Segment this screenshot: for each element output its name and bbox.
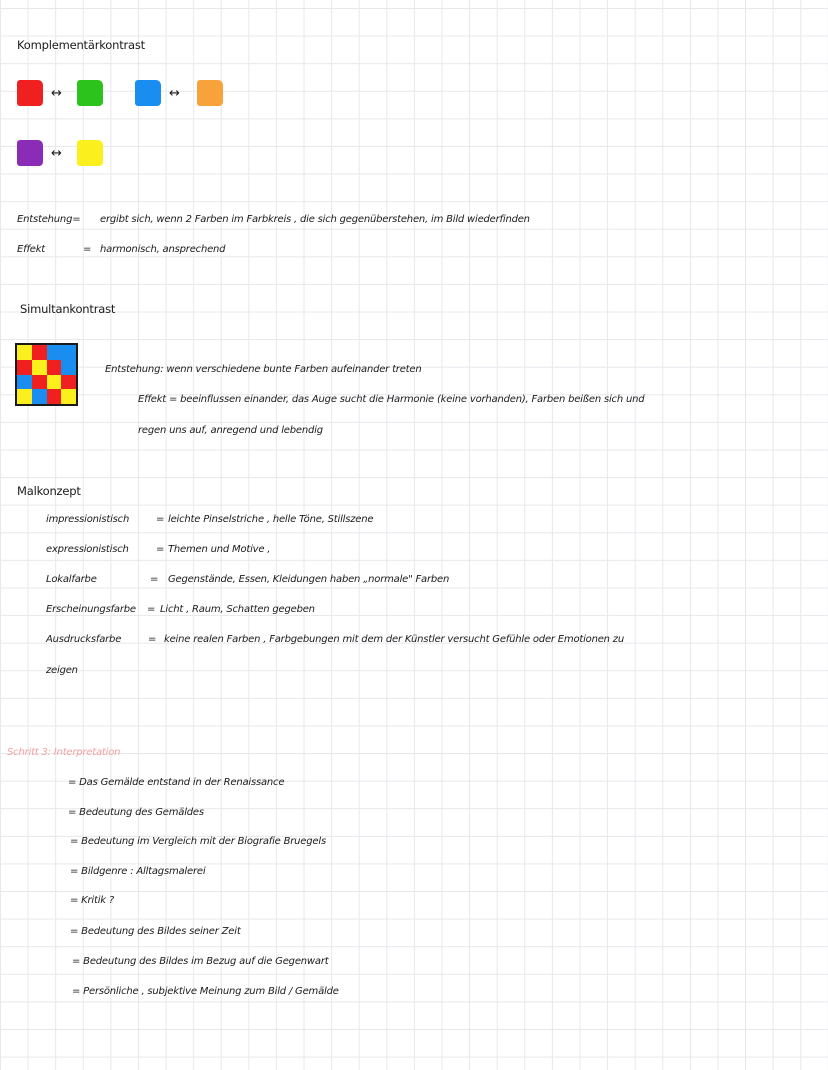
grid-cell — [32, 345, 47, 360]
interpretation-item: = Bedeutung des Bildes seiner Zeit — [70, 926, 241, 937]
interpretation-item: = Das Gemälde entstand in der Renaissance — [68, 777, 285, 788]
malkonzept-text: Licht , Raum, Schatten gegeben — [160, 604, 315, 615]
grid-cell — [32, 360, 47, 375]
interpretation-title: Schritt 3: Interpretation — [7, 747, 121, 758]
entstehung-text: ergibt sich, wenn 2 Farben im Farbkreis , die sich gegenüberstehen, im Bild wiederfinden — [100, 214, 530, 225]
malkonzept-eq: = — [147, 604, 156, 615]
grid-cell — [17, 345, 32, 360]
komplementaer-title: Komplementärkontrast — [17, 38, 145, 52]
double-arrow-icon: ↔ — [51, 86, 62, 101]
simultan-effekt-line1: Effekt = beeinflussen einander, das Auge sucht die Harmonie (keine vorhanden), Farben beißen sich und — [138, 394, 645, 405]
malkonzept-eq: = — [156, 544, 165, 555]
interpretation-item: = Bedeutung des Bildes im Bezug auf die Gegenwart — [72, 956, 329, 967]
swatch-blue — [135, 80, 161, 106]
malkonzept-term: impressionistisch — [46, 514, 130, 525]
malkonzept-text: leichte Pinselstriche , helle Töne, Stillszene — [168, 514, 374, 525]
simultan-title: Simultankontrast — [20, 302, 116, 316]
malkonzept-eq: = — [150, 574, 159, 585]
swatch-orange — [197, 80, 223, 106]
effekt-eq: = — [83, 244, 92, 255]
malkonzept-text: Themen und Motive , — [168, 544, 271, 555]
grid-cell — [17, 375, 32, 390]
interpretation-item: = Bildgenre : Alltagsmalerei — [70, 866, 206, 877]
swatch-purple — [17, 140, 43, 166]
effekt-label: Effekt — [17, 244, 46, 255]
interpretation-item: = Bedeutung des Gemäldes — [68, 807, 204, 818]
grid-cell — [17, 360, 32, 375]
swatch-red — [17, 80, 43, 106]
entstehung-label: Entstehung= — [17, 214, 81, 225]
grid-cell — [61, 389, 76, 404]
malkonzept-term: expressionistisch — [46, 544, 129, 555]
malkonzept-text: Gegenstände, Essen, Kleidungen haben „normale" Farben — [168, 574, 450, 585]
malkonzept-text: keine realen Farben , Farbgebungen mit dem der Künstler versucht Gefühle oder Emotionen zu — [164, 634, 624, 645]
grid-cell — [61, 345, 76, 360]
grid-cell — [32, 389, 47, 404]
grid-cell — [47, 375, 62, 390]
swatch-green — [77, 80, 103, 106]
double-arrow-icon: ↔ — [51, 146, 62, 161]
grid-cell — [47, 360, 62, 375]
malkonzept-eq: = — [156, 514, 165, 525]
malkonzept-continuation: zeigen — [46, 665, 78, 676]
interpretation-item: = Bedeutung im Vergleich mit der Biografie Bruegels — [70, 836, 326, 847]
simultan-color-grid — [15, 343, 78, 406]
malkonzept-eq: = — [148, 634, 157, 645]
simultan-entstehung: Entstehung: wenn verschiedene bunte Farben aufeinander treten — [105, 364, 422, 375]
interpretation-item: = Kritik ? — [70, 895, 114, 906]
malkonzept-title: Malkonzept — [17, 484, 81, 498]
double-arrow-icon: ↔ — [169, 86, 180, 101]
grid-cell — [32, 375, 47, 390]
grid-cell — [47, 389, 62, 404]
grid-cell — [47, 345, 62, 360]
grid-cell — [17, 389, 32, 404]
effekt-text: harmonisch, ansprechend — [100, 244, 226, 255]
malkonzept-term: Erscheinungsfarbe — [46, 604, 136, 615]
simultan-effekt-line2: regen uns auf, anregend und lebendig — [138, 425, 323, 436]
swatch-yellow — [77, 140, 103, 166]
interpretation-item: = Persönliche , subjektive Meinung zum Bild / Gemälde — [72, 986, 339, 997]
malkonzept-term: Lokalfarbe — [46, 574, 97, 585]
grid-cell — [61, 360, 76, 375]
malkonzept-term: Ausdrucksfarbe — [46, 634, 122, 645]
grid-cell — [61, 375, 76, 390]
